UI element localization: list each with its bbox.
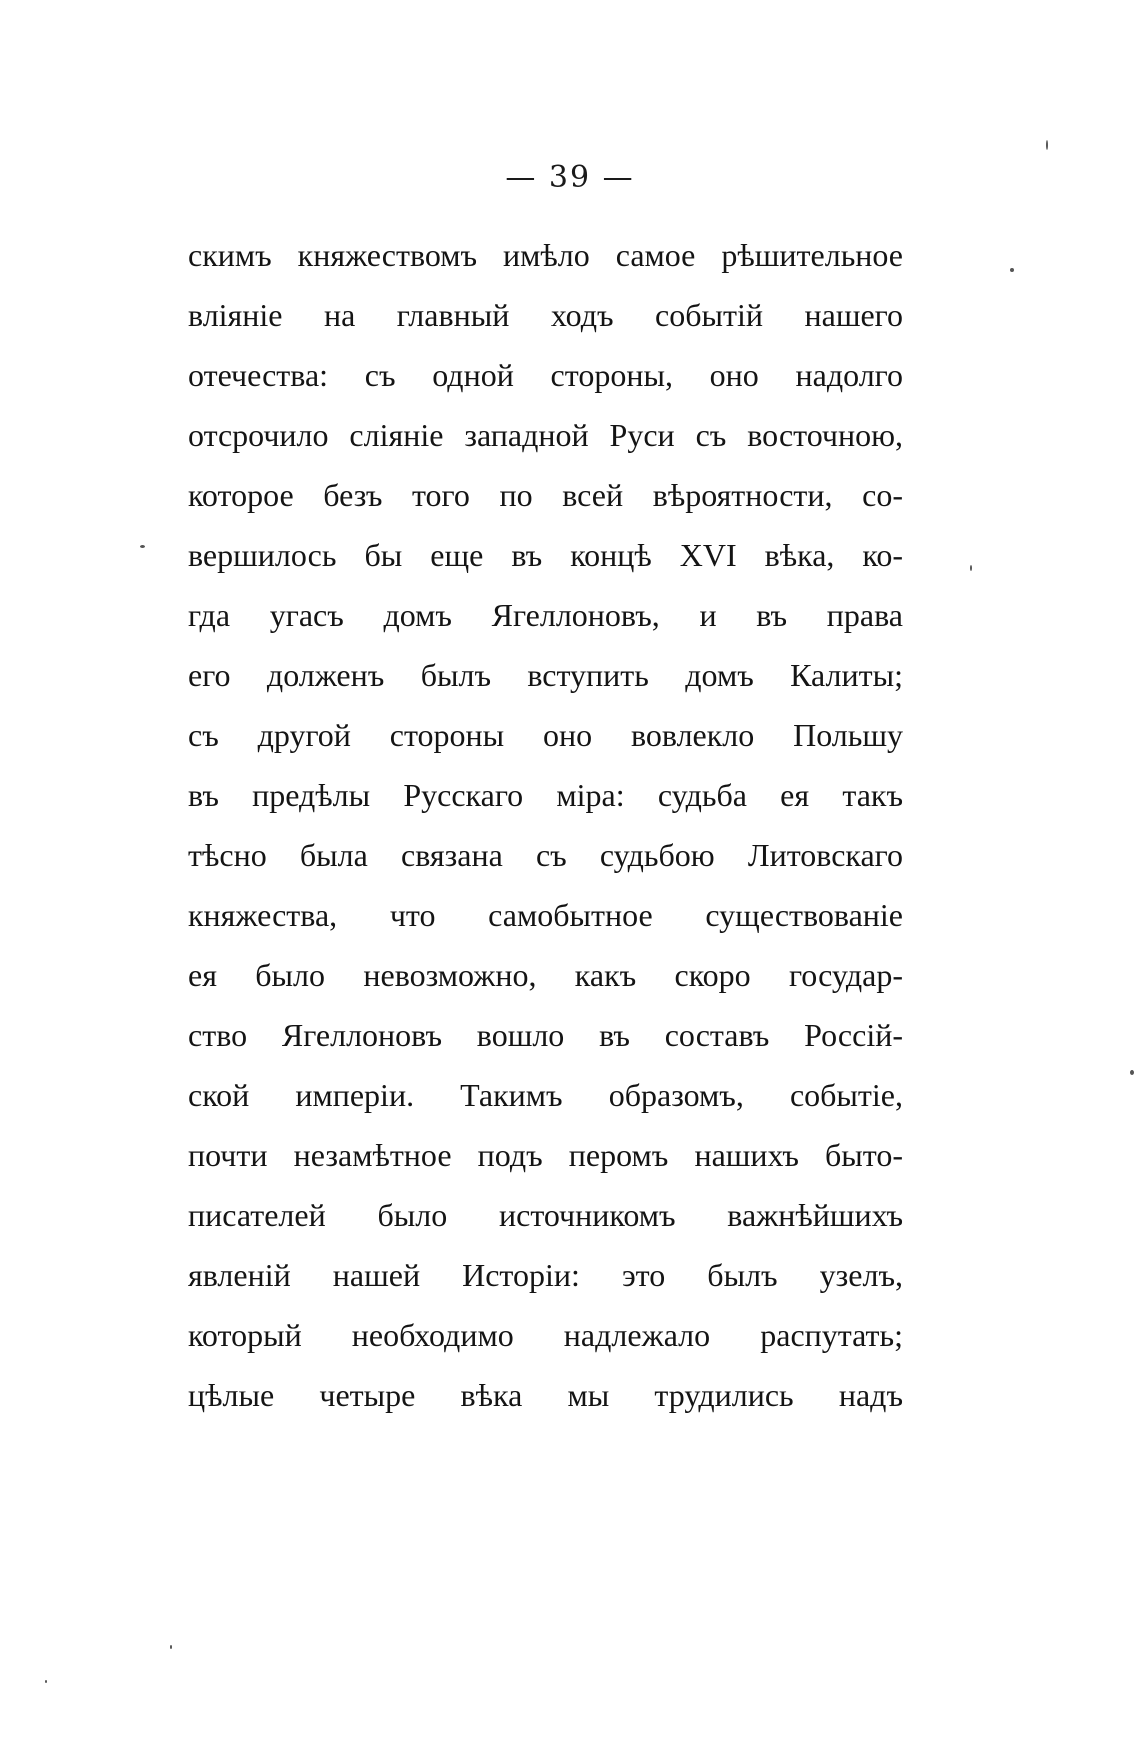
text-line: которое безъ того по всей вѣроятности, со- (188, 477, 903, 513)
scan-speck (1010, 268, 1014, 272)
scan-speck (140, 545, 145, 548)
scan-speck (970, 565, 972, 571)
text-line: его долженъ былъ вступить домъ Калиты; (188, 657, 903, 693)
text-line: княжества, что самобытное существованіе (188, 897, 903, 933)
text-line: ство Ягеллоновъ вошло въ составъ Россій- (188, 1017, 903, 1053)
scan-speck (170, 1645, 172, 1649)
text-line: цѣлые четыре вѣка мы трудились надъ (188, 1377, 903, 1413)
text-line: ской имперіи. Такимъ образомъ, событіе, (188, 1077, 903, 1113)
text-line: писателей было источникомъ важнѣйшихъ (188, 1197, 903, 1233)
text-line: ея было невозможно, какъ скоро государ- (188, 957, 903, 993)
text-line: отсрочило сліяніе западной Руси съ восточною, (188, 417, 903, 453)
text-line: отечества: съ одной стороны, оно надолго (188, 357, 903, 393)
text-line: явленій нашей Исторіи: это былъ узелъ, (188, 1257, 903, 1293)
scan-speck (1130, 1070, 1134, 1075)
text-line: вліяніе на главный ходъ событій нашего (188, 297, 903, 333)
text-line: съ другой стороны оно вовлекло Польшу (188, 717, 903, 753)
text-line: тѣсно была связана съ судьбою Литовскаго (188, 837, 903, 873)
body-text (188, 238, 903, 1438)
text-line: вершилось бы еще въ концѣ XVI вѣка, ко- (188, 537, 903, 573)
scan-speck (45, 1680, 47, 1683)
text-line: почти незамѣтное подъ перомъ нашихъ быто- (188, 1137, 903, 1173)
page-number: — 39 — (505, 160, 635, 195)
text-line: въ предѣлы Русскаго міра: судьба ея такъ (188, 777, 903, 813)
scan-speck (1046, 140, 1048, 150)
text-line: скимъ княжествомъ имѣло самое рѣшительное (188, 237, 903, 273)
text-line: который необходимо надлежало распутать; (188, 1317, 903, 1353)
text-line: гда угасъ домъ Ягеллоновъ, и въ права (188, 597, 903, 633)
